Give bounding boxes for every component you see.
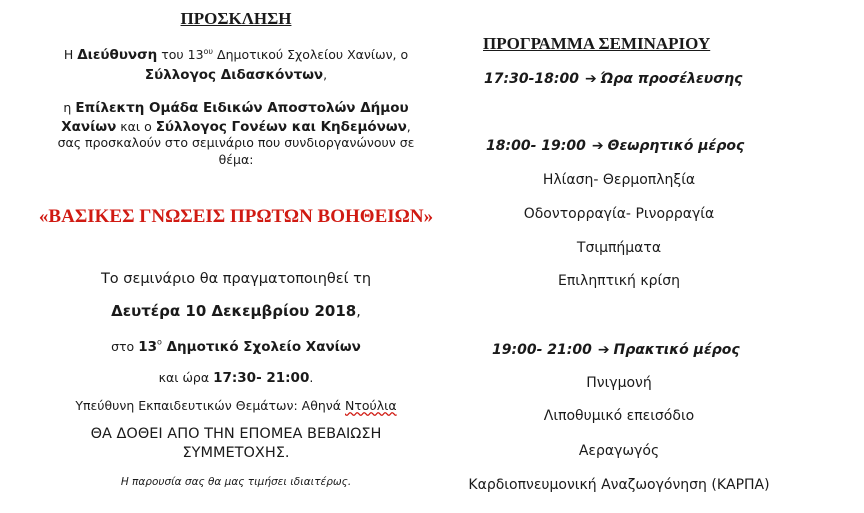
closing-note: Η παρουσία σας θα μας τιμήσει ιδιαιτέρως. <box>120 476 352 488</box>
organizer-line-2 <box>0 64 472 83</box>
responsible-surname: Ντούλια <box>345 398 397 413</box>
schedule-block-3 <box>492 342 740 358</box>
schedule-block-1 <box>484 71 742 87</box>
school-name: Δημοτικό Σχολείο Χανίων <box>161 339 361 355</box>
text: Υπεύθυνη Εκπαιδευτικών Θεμάτων: Αθηνά <box>75 398 345 413</box>
text: και ώρα <box>158 370 214 385</box>
organizer-line-4 <box>0 116 472 135</box>
parents-association: Σύλλογος Γονέων και Κηδεμόνων <box>155 119 407 135</box>
direction-label: Διεύθυνση <box>77 47 158 64</box>
date-line <box>0 301 472 320</box>
special-team-cont: Χανίων <box>61 119 117 135</box>
school-number: 13 <box>138 339 157 355</box>
block-2-time: 18:00- 19:00 <box>486 138 586 154</box>
organizer-line-3 <box>0 97 472 116</box>
organizer-line-6: θέμα: <box>218 152 254 167</box>
text: , <box>323 67 328 82</box>
arrow-right-icon: ➔ <box>597 342 610 358</box>
topic-item: Ηλίαση- Θερμοπληξία <box>542 172 696 188</box>
text: του 13 <box>157 47 204 63</box>
text: η <box>63 100 76 115</box>
block-2-label: Θεωρητικό μέρος <box>607 138 745 154</box>
topic-item: Καρδιοπνευμονική Αναζωογόνηση (ΚΑΡΠΑ) <box>468 477 770 493</box>
block-1-time: 17:30-18:00 <box>484 71 579 87</box>
block-1-label: Ώρα προσέλευσης <box>600 71 743 87</box>
organizer-line-1 <box>0 47 472 63</box>
arrow-right-icon: ➔ <box>591 138 604 154</box>
invitation-title: ΠΡΟΣΚΛΗΣΗ <box>180 9 292 28</box>
text: στο <box>111 339 139 354</box>
text: Η <box>63 47 78 63</box>
schedule-block-2 <box>486 138 744 154</box>
teachers-association: Σύλλογος Διδασκόντων <box>144 67 324 83</box>
topic-item: Πνιγμονή <box>586 375 652 391</box>
organizer-line-5: σας προσκαλούν στο σεμινάριο που συνδιοργανώνουν σε <box>57 135 415 150</box>
topic-item: Οδοντορραγία- Ρινορραγία <box>523 206 715 222</box>
topic-item: Τσιμπήματα <box>576 240 662 256</box>
text: , <box>406 119 411 134</box>
superscript: ο <box>156 337 162 347</box>
program-title: ΠΡΟΓΡΑΜΜΑ ΣΕΜΙΝΑΡΙΟΥ <box>483 34 711 53</box>
text: . <box>309 370 314 385</box>
topic-item: Επιληπτική κρίση <box>558 273 680 289</box>
responsible-line <box>0 398 472 413</box>
certificate-line-2: ΣΥΜΜΕΤΟΧΗΣ. <box>182 445 290 461</box>
text: , <box>356 304 361 320</box>
certificate-line-1: ΘΑ ΔΟΘΕΙ ΑΠΟ ΤΗΝ ΕΠΟΜΕΑ ΒΕΒΑΙΩΣΗ <box>90 426 382 442</box>
superscript: ου <box>203 47 214 56</box>
topic-item: Αεραγωγός <box>578 443 660 459</box>
place-line <box>0 336 472 355</box>
text: Δημοτικού Σχολείου Χανίων, ο <box>213 47 409 63</box>
arrow-right-icon: ➔ <box>584 71 597 87</box>
time-line <box>0 367 472 386</box>
text: και ο <box>116 119 156 134</box>
block-3-time: 19:00- 21:00 <box>492 342 592 358</box>
topic-item: Λιποθυμικό επεισόδιο <box>543 408 695 424</box>
special-team: Επίλεκτη Ομάδα Ειδικών Αποστολών Δήμου <box>75 100 409 116</box>
seminar-time: 17:30- 21:00 <box>213 370 310 386</box>
seminar-date: Δευτέρα 10 Δεκεμβρίου 2018 <box>111 302 357 320</box>
seminar-topic: «ΒΑΣΙΚΕΣ ΓΝΩΣΕΙΣ ΠΡΩΤΩΝ ΒΟΗΘΕΙΩΝ» <box>38 206 434 227</box>
held-line: Το σεμινάριο θα πραγματοποιηθεί τη <box>100 271 372 287</box>
block-3-label: Πρακτικό μέρος <box>613 342 740 358</box>
